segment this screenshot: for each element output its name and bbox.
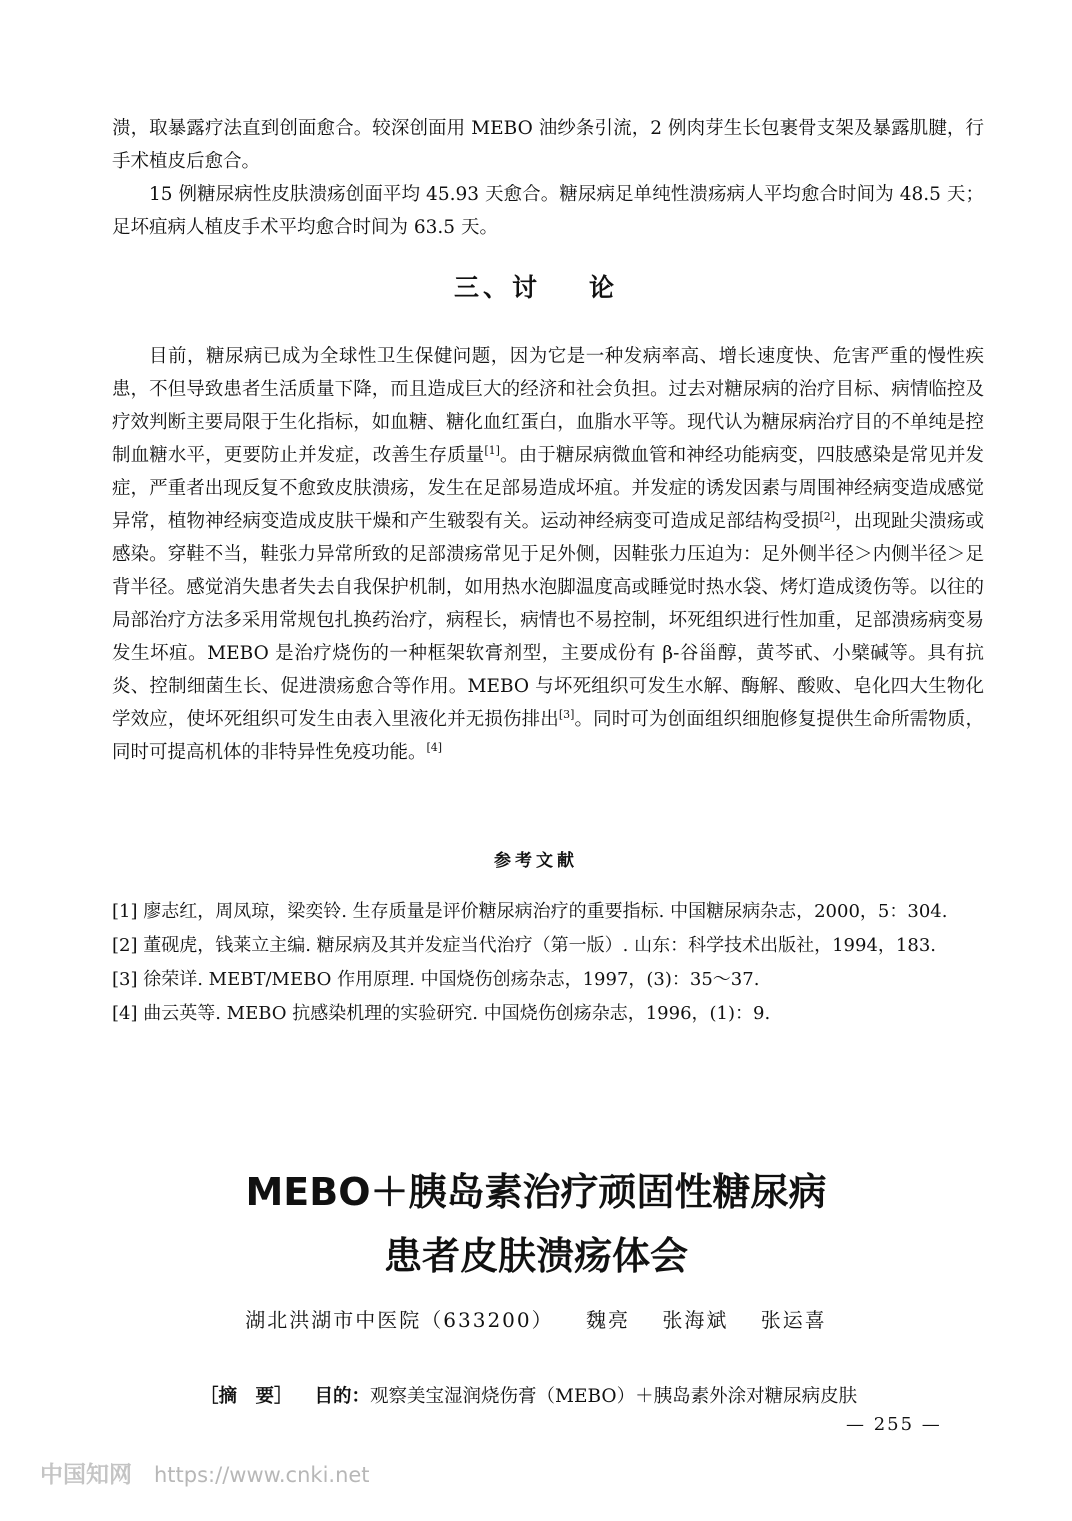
section-heading: [0, 268, 1072, 304]
top-text: [112, 112, 984, 244]
article-title: [0, 1160, 1072, 1288]
citation-4: [4]: [426, 740, 443, 754]
abstract-label: ［摘 要］: [200, 1386, 293, 1407]
citation-1: [1]: [484, 443, 500, 457]
watermark: [40, 1456, 370, 1489]
continued-paragraph: 溃，取暴露疗法直到创面愈合。较深创面用 MEBO 油纱条引流，2 例肉芽生长包裹骨支架及暴露肌腱，行手术植皮后愈合。: [112, 118, 984, 172]
reference-item: [1] 廖志红，周凤琼，梁奕铃. 生存质量是评价糖尿病治疗的重要指标. 中国糖尿病杂志，2000，5：304.: [112, 901, 948, 922]
page-number: — 255 —: [846, 1414, 942, 1435]
author-name: 魏亮: [586, 1308, 630, 1332]
discussion-paragraph: [112, 340, 984, 769]
reference-item: [4] 曲云英等. MEBO 抗感染机理的实验研究. 中国烧伤创疡杂志，1996，(1)：9.: [112, 1003, 771, 1024]
citation-2: [2]: [819, 509, 836, 523]
reference-list: [112, 896, 984, 1032]
section-heading-part2: 论: [589, 273, 619, 302]
watermark-url: https://www.cnki.net: [154, 1463, 370, 1487]
citation-3: [3]: [558, 707, 575, 721]
reference-item: [2] 董砚虎，钱莱立主编. 糖尿病及其并发症当代治疗（第一版）. 山东：科学技术出版社，1994，183.: [112, 935, 936, 956]
discussion-text-4: 。同时可为创面组织细胞修复提供生命所需物质，同时可提高机体的非特异性免疫功能。: [112, 709, 984, 763]
article-title-line-1: MEBO＋胰岛素治疗顽固性糖尿病: [245, 1170, 827, 1214]
author-line: [0, 1304, 1072, 1333]
watermark-brand: 中国知网: [40, 1462, 132, 1488]
results-paragraph: 15 例糖尿病性皮肤溃疡创面平均 45.93 天愈合。糖尿病足单纯性溃疡病人平均愈合时间为 48.5 天；足坏疽病人植皮手术平均愈合时间为 63.5 天。: [112, 184, 984, 238]
reference-item: [3] 徐荣详. MEBT/MEBO 作用原理. 中国烧伤创疡杂志，1997，(3)：35～37.: [112, 969, 760, 990]
article-title-line-2: 患者皮肤溃疡体会: [383, 1234, 688, 1278]
purpose-label: 目的：: [314, 1386, 371, 1407]
discussion-body: [112, 340, 984, 769]
author-name: 张运喜: [760, 1308, 827, 1332]
author-name: 张海斌: [662, 1308, 729, 1332]
section-heading-part1: 三、讨: [453, 273, 541, 302]
abstract-text: 观察美宝湿润烧伤膏（MEBO）＋胰岛素外涂对糖尿病皮肤: [370, 1386, 858, 1407]
discussion-text-2: 。由于糖尿病微血管和神经功能病变，四肢感染是常见并发症，严重者出现反复不愈致皮肤溃疡，发生在足部易造成坏疽。并发症的诱发因素与周围神经病变造成感觉异常，植物神经病变造成皮肤干燥和产生皲裂有关。运动神经病变可造成足部结构受损: [112, 445, 984, 532]
discussion-text-1: 目前，糖尿病已成为全球性卫生保健问题，因为它是一种发病率高、增长速度快、危害严重的慢性疾患，不但导致患者生活质量下降，而且造成巨大的经济和社会负担。过去对糖尿病的治疗目标、病情临控及疗效判断主要局限于生化指标，如血糖、糖化血红蛋白，血脂水平等。现代认为糖尿病治疗目的不单纯是控制血糖水平，更要防止并发症，改善生存质量: [112, 346, 984, 466]
discussion-text-3: ，出现趾尖溃疡或感染。穿鞋不当，鞋张力异常所致的足部溃疡常见于足外侧，因鞋张力压迫为：足外侧半径＞内侧半径＞足背半径。感觉消失患者失去自我保护机制，如用热水泡脚温度高或睡觉时热水袋、烤灯造成烫伤等。以往的局部治疗方法多采用常规包扎换药治疗，病程长，病情也不易控制，坏死组织进行性加重，足部溃疡病变易发生坏疽。MEBO 是治疗烧伤的一种框架软膏剂型，主要成份有 β-谷甾醇，黄芩甙、小檗碱等。具有抗炎、控制细菌生长、促进溃疡愈合等作用。MEBO 与坏死组织可发生水解、酶解、酸败、皂化四大生物化学效应，使坏死组织可发生由表入里液化并无损伤排出: [112, 511, 984, 730]
references-title: 参考文献: [494, 851, 578, 871]
affiliation: 湖北洪湖市中医院（633200）: [245, 1308, 554, 1332]
abstract: [200, 1382, 984, 1408]
